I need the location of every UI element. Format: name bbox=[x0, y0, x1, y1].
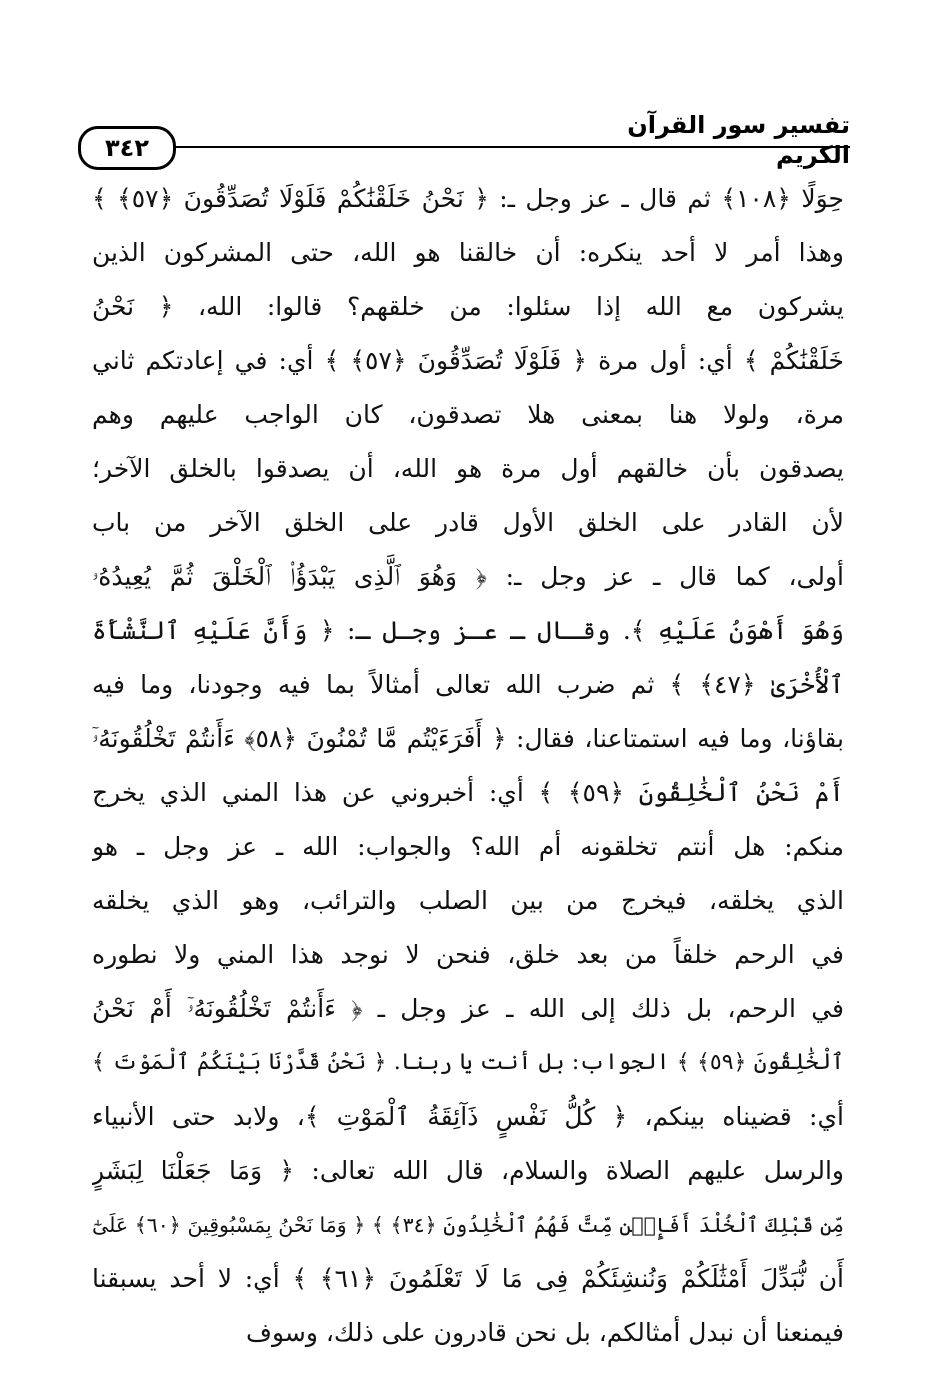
text-line: في الرحم خلقاً من بعد خلق، فنحن لا نوجد هذا المني ولا نطوره bbox=[92, 940, 844, 969]
text-line: لأن القادر على الخلق الأول قادر على الخلق الآخر من باب bbox=[92, 508, 844, 537]
text-line: خَلَقْنَٰكُمْ ﴾ أي: أول مرة ﴿ فَلَوْلَا تُصَدِّقُونَ ﴿٥٧﴾ ﴾ أي: في إعادتكم ثاني bbox=[92, 346, 844, 375]
text-line: الذي يخلقه، فيخرج من بين الصلب والترائب، وهو الذي يخلقه bbox=[92, 886, 844, 915]
text-line: يصدقون بأن خالقهم أول مرة هو الله، أن يصدقوا بالخلق الآخر؛ bbox=[92, 454, 844, 483]
text-line: ٱلْخَٰلِقُونَ ﴿٥٩﴾ ﴾ الجواب: بل أنت يا ربنا. ﴿ نَحْنُ قَدَّرْنَا بَيْنَكُمُ ٱلْمَوْتَ ﴾ bbox=[92, 1050, 844, 1075]
text-line: أي: قضيناه بينكم، ﴿ كُلُّ نَفْسٍ ذَآئِقَةُ ٱلْمَوْتِ ﴾، ولابد حتى الأنبياء bbox=[92, 1102, 844, 1131]
text-line: وهذا أمر لا أحد ينكره: أن خالقنا هو الله، حتى المشركون الذين bbox=[92, 238, 844, 267]
page-number-badge: ٣٤٢ bbox=[78, 126, 176, 170]
text-line: حِوَلًا ﴿١٠٨﴾ ثم قال ـ عز وجل ـ: ﴿ نَحْنُ خَلَقْنَٰكُمْ فَلَوْلَا تُصَدِّقُونَ ﴿٥٧﴾ ﴾ bbox=[92, 184, 844, 213]
text-line: وَهُوَ أَهْوَنُ عَلَيْهِ ﴾. وقـال ـ عـز وجـل ـ: ﴿ وَأَنَّ عَلَيْهِ ٱلنَّشْأَةَ bbox=[92, 616, 844, 645]
book-title: تفسير سور القرآن الكريم bbox=[627, 111, 850, 169]
text-line: يشركون مع الله إذا سئلوا: من خلقهم؟ قالوا: الله، ﴿ نَحْنُ bbox=[92, 292, 844, 321]
text-line: ٱلْأُخْرَىٰ ﴿٤٧﴾ ﴾ ثم ضرب الله تعالى أمثالاً بما فيه وجودنا، وما فيه bbox=[92, 670, 844, 699]
text-line: أَمْ نَحْنُ ٱلْخَٰلِقُونَ ﴿٥٩﴾ ﴾ أي: أخبروني عن هذا المني الذي يخرج bbox=[92, 778, 844, 807]
text-line: في الرحم، بل ذلك إلى الله ـ عز وجل ـ ﴿ ءَأَنتُمْ تَخْلُقُونَهُۥٓ أَمْ نَحْنُ bbox=[92, 994, 844, 1023]
text-line: منكم: هل أنتم تخلقونه أم الله؟ والجواب: الله ـ عز وجل ـ هو bbox=[92, 832, 844, 861]
text-line: مِّن قَبْلِكَ ٱلْخُلْدَ أَفَإِي۟ن مِّتَّ فَهُمُ ٱلْخَٰلِدُونَ ﴿٣٤﴾ ﴾ ﴿ وَمَا نَحْنُ بِمَسْبُوقِينَ ﴿٦٠﴾ عَلَىٰٓ bbox=[92, 1213, 844, 1237]
text-line: والرسل عليهم الصلاة والسلام، قال الله تعالى: ﴿ وَمَا جَعَلْنَا لِبَشَرٍ bbox=[92, 1156, 844, 1185]
header-divider bbox=[80, 146, 850, 148]
text-line: مرة، ولولا هنا بمعنى هلا تصدقون، كان الواجب عليهم وهم bbox=[92, 400, 844, 429]
body-text bbox=[92, 172, 844, 1360]
text-line: أَن نُّبَدِّلَ أَمْثَٰلَكُمْ وَنُنشِئَكُمْ فِى مَا لَا تَعْلَمُونَ ﴿٦١﴾ ﴾ أي: لا أحد يسبقنا bbox=[92, 1264, 844, 1293]
text-line: بقاؤنا، وما فيه استمتاعنا، فقال: ﴿ أَفَرَءَيْتُم مَّا تُمْنُونَ ﴿٥٨﴾ ءَأَنتُمْ تَخْلُقُونَهُۥٓ bbox=[92, 724, 844, 753]
text-line: أولى، كما قال ـ عز وجل ـ: ﴿ وَهُوَ ٱلَّذِى يَبْدَؤُا۟ ٱلْخَلْقَ ثُمَّ يُعِيدُهُۥ bbox=[92, 562, 844, 591]
text-line: فيمنعنا أن نبدل أمثالكم، بل نحن قادرون على ذلك، وسوف bbox=[246, 1318, 844, 1347]
